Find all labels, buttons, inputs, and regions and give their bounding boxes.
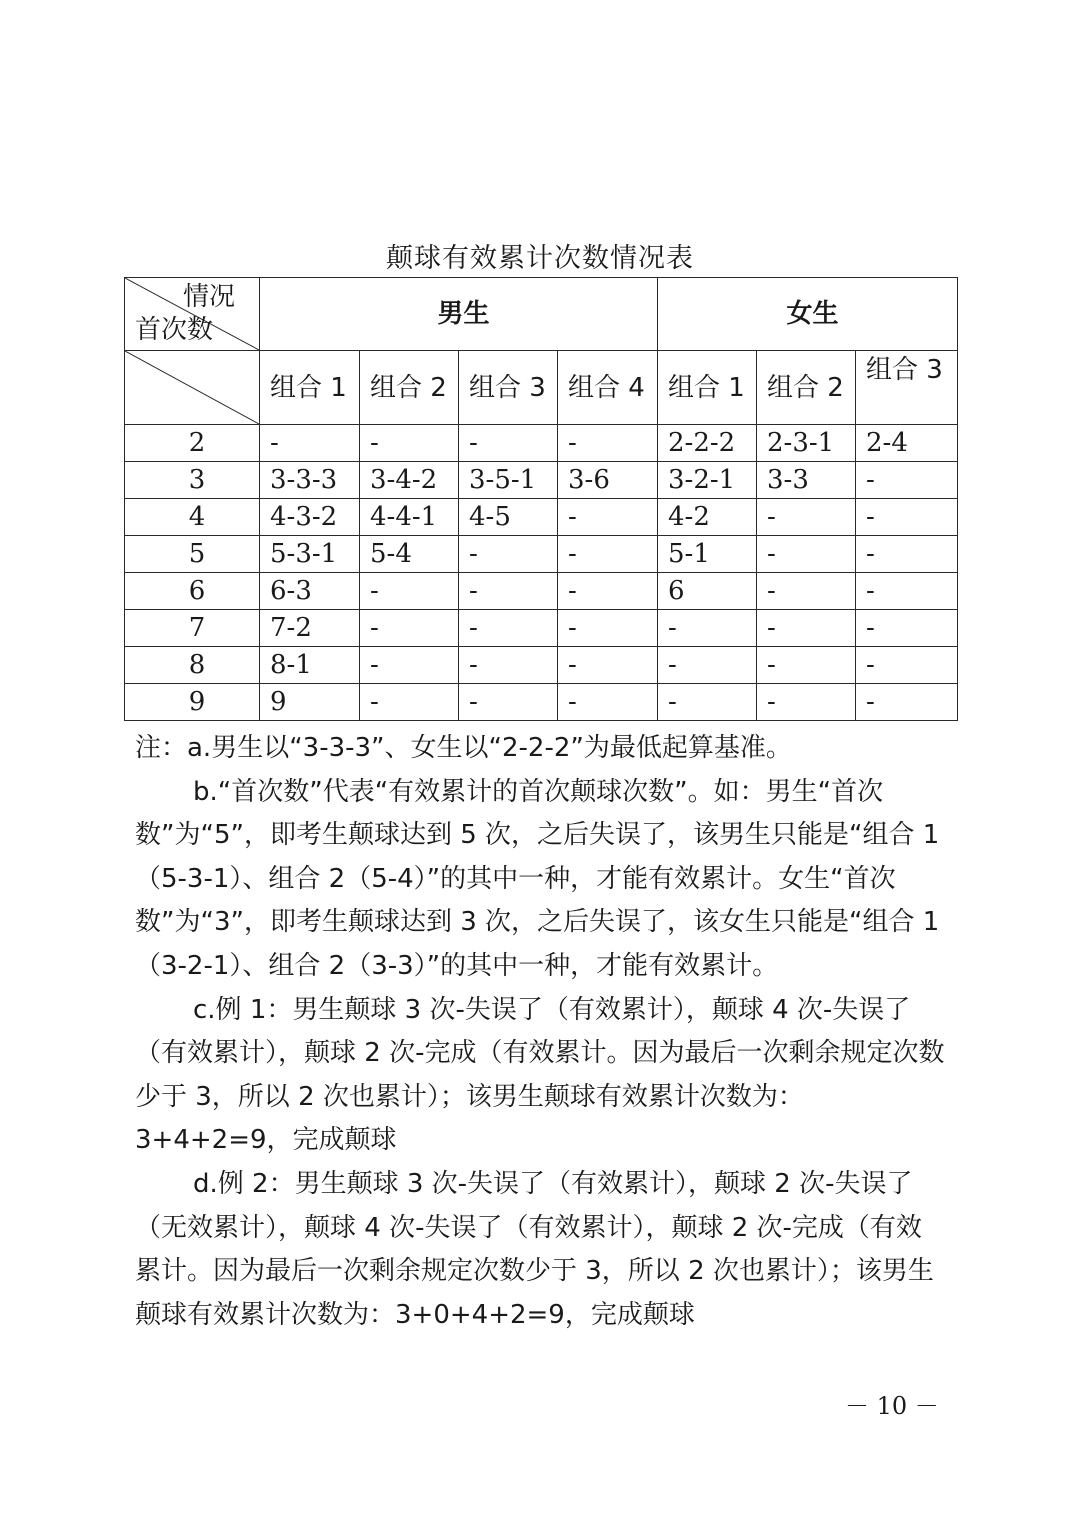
table-cell: - [360,647,459,684]
first-count-cell: 4 [125,499,260,536]
table-cell: 4-2 [658,499,757,536]
table-cell: 3-4-2 [360,462,459,499]
diagonal-line [125,351,259,424]
table-cell: - [658,610,757,647]
subheader-cell: 组合 3 [459,351,558,425]
subheader-cell: 组合 1 [260,351,360,425]
table-cell: 5-4 [360,536,459,573]
table-cell: - [558,499,658,536]
table-cell: 3-5-1 [459,462,558,499]
table-cell: 2-3-1 [757,425,856,462]
table-cell: 3-3 [757,462,856,499]
first-count-cell: 5 [125,536,260,573]
table-cell: - [360,684,459,721]
table-cell: - [459,425,558,462]
table-cell: - [658,647,757,684]
table-title: 颠球有效累计次数情况表 [386,243,694,274]
table-cell: - [856,684,958,721]
table-cell: 8-1 [260,647,360,684]
table-cell: 2-4 [856,425,958,462]
table-row [125,573,958,610]
first-count-cell: 2 [125,425,260,462]
group-header-female: 女生 [658,278,958,351]
table-cell: - [757,647,856,684]
table-cell: - [459,536,558,573]
table-header-row-1 [125,278,958,351]
table-cell: - [558,647,658,684]
corner-cell-2 [125,351,260,425]
table-cell: - [558,536,658,573]
table-cell: - [757,573,856,610]
note-b: b.“首次数”代表“有效累计的首次颠球次数”。如：男生“首次数”为“5”，即考生颠球达到 5 次，之后失误了，该男生只能是“组合 1（5-3-1）、组合 2（5-4）”的其中一种，才能有效累计。女生“首次数”为“3”，即考生颠球达到 3 次，之后失误了，该女生只能是“组合 1（3-2-1）、组合 2（3-3）”的其中一种，才能有效累计。 [135,776,940,981]
table-row [125,425,958,462]
subheader-cell: 组合 3 [856,351,958,425]
table-cell: 4-5 [459,499,558,536]
note-d: d.例 2：男生颠球 3 次-失误了（有效累计），颠球 2 次-失误了（无效累计），颠球 4 次-失误了（有效累计），颠球 2 次-完成（有效累计。因为最后一次剩余规定次数少于 3，所以 2 次也累计）；该男生颠球有效累计次数为：3+0+4+2=9，完成颠球 [135,1168,934,1330]
group-header-male: 男生 [260,278,658,351]
table-cell: - [757,684,856,721]
table-cell: 5-3-1 [260,536,360,573]
table-cell: - [558,684,658,721]
table-cell: 3-2-1 [658,462,757,499]
corner-label-top: 情况 [182,282,235,312]
note-c: c.例 1：男生颠球 3 次-失误了（有效累计），颠球 4 次-失误了（有效累计），颠球 2 次-完成（有效累计。因为最后一次剩余规定次数少于 3，所以 2 次也累计）；该男生颠球有效累计次数为：3+4+2=9，完成颠球 [135,994,945,1156]
table-row [125,499,958,536]
subheader-cell: 组合 2 [360,351,459,425]
table-cell: - [856,573,958,610]
table-cell: - [459,647,558,684]
notes-section [135,727,945,1337]
table-cell: - [658,684,757,721]
note-a: 注：a.男生以“3-3-3”、女生以“2-2-2”为最低起算基准。 [135,733,792,763]
table-cell: - [856,610,958,647]
first-count-cell: 7 [125,610,260,647]
table-row [125,684,958,721]
table-cell: - [558,573,658,610]
table-row [125,647,958,684]
table-cell: 7-2 [260,610,360,647]
table-cell: - [558,610,658,647]
table-header-row-2 [125,351,958,425]
table-cell: 4-4-1 [360,499,459,536]
table-cell: - [856,462,958,499]
first-count-cell: 9 [125,684,260,721]
table-row [125,610,958,647]
subheader-cell: 组合 4 [558,351,658,425]
table-cell: - [360,425,459,462]
table-cell: - [757,499,856,536]
first-count-cell: 3 [125,462,260,499]
table-cell: - [856,647,958,684]
table-row [125,462,958,499]
table-cell: - [757,610,856,647]
table-cell: - [360,610,459,647]
table-cell: 9 [260,684,360,721]
table-cell: 3-3-3 [260,462,360,499]
table-cell: - [260,425,360,462]
table-cell: 3-6 [558,462,658,499]
first-count-cell: 8 [125,647,260,684]
table-cell: - [856,536,958,573]
table-cell: 6 [658,573,757,610]
table-cell: 6-3 [260,573,360,610]
first-count-cell: 6 [125,573,260,610]
table-cell: - [856,499,958,536]
subheader-cell: 组合 1 [658,351,757,425]
table-cell: 2-2-2 [658,425,757,462]
subheader-cell: 组合 2 [757,351,856,425]
page-number: － 10 － [845,1392,939,1420]
corner-cell [125,278,260,351]
table-cell: - [757,536,856,573]
table-row [125,536,958,573]
table-cell: 5-1 [658,536,757,573]
table-cell: 4-3-2 [260,499,360,536]
corner-label-bottom: 首次数 [135,315,214,345]
table-cell: - [459,610,558,647]
table-cell: - [558,425,658,462]
table-cell: - [360,573,459,610]
data-table [124,277,958,721]
table-cell: - [459,573,558,610]
table-cell: - [459,684,558,721]
table-body [125,425,958,721]
